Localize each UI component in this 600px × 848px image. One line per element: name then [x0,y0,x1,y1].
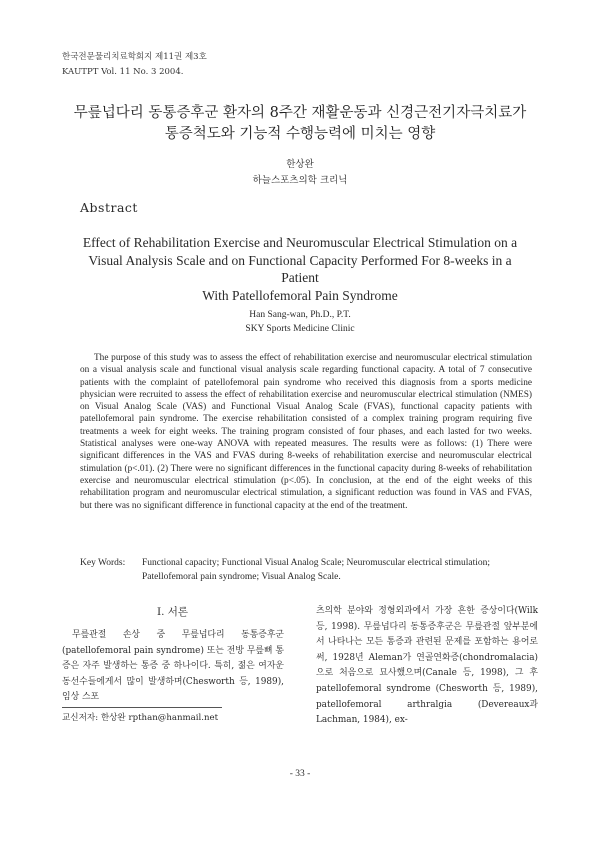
body-column-left: 무릎관절 손상 중 무릎넙다리 동통증후군(patellofemoral pain syndrome) 또는 전방 무릎뼈 통증은 자주 발생하는 통증 중 하나이다. 특히, 젊은 여자운동선수들에게서 많이 발생하며(Chesworth 등, 1989), 임상 스포 [62,630,284,703]
keywords [80,556,540,582]
keywords-list: Functional capacity; Functional Visual Analog Scale; Neuromuscular electrical stimulation; Patellofemoral pain syndrome; Visual Analog Scale. [142,558,491,582]
body-column-right: 츠의학 분야와 정형외과에서 가장 흔한 증상이다(Wilk 등, 1998). 무릎넙다리 동통증후군은 무릎관절 앞부분에서 나타나는 모든 통증과 관련된 문제를 포함하는 용어로써, 1928년 Aleman가 연골연화증(chondromalacia)으로 처음으로 묘사했으며(Canale 등, 1998), 그 후 patellofemoral syndrome (Chesworth 등, 1989), patellofemoral arthralgia (Devereaux과 Lachman, 1984), ex- [316,606,538,726]
abstract-text: The purpose of this study was to assess the effect of rehabilitation exercise and neuromuscular electrical stimulation on a visual analysis scale and functional visual analysis scale regarding functional capacity. A total of 7 consecutive patients with the complaint of patellofemoral pain syndrome who received this diagnosis from a sports medicine physician were recruited to assess the effect of rehabilitation exercise and neuromuscular electrical stimulation (NMES) on Visual Analog Scale (VAS) and Functional Visual Analog Scale (FVAS), functional capacity patients with patellofemoral pain syndrome. The exercise rehabilitation consisted of a complex training program requiring five treatments a week for eight weeks. The training program consisted of four phases, and each lasted for two weeks. Statistical analyses were one-way ANOVA with repeated measures. The results were as follows: (1) There were significant differences in the VAS and FVAS during 8-weeks of rehabilitation exercise and neuromuscular electrical stimulation (p<.01). (2) There were no significant differences in the functional capacity during 8-weeks of rehabilitation exercise and neuromuscular electrical stimulation (p<.05). In conclusion, at the end of the eight weeks of this rehabilitation program and neuromuscular electrical stimulation, a significant reduction was found in VAS and FVAS, but there was no significant difference in functional capacity at the end of the treatment. [80,353,532,511]
english-title [40,234,560,304]
journal-name-korean: 한국전문물리치료학회지 제11권 제3호 [62,52,207,62]
journal-volume-info: KAUTPT Vol. 11 No. 3 2004. [62,67,184,77]
keywords-label: Key Words: [80,558,126,568]
korean-title-line-1: 무릎넙다리 동통증후군 환자의 8주간 재활운동과 신경근전기자극치료가 [73,105,527,121]
page-number: - 33 - [289,769,311,779]
english-author-affiliation: SKY Sports Medicine Clinic [245,324,355,334]
korean-title-line-2: 통증척도와 기능적 수행능력에 미치는 영향 [164,126,436,142]
abstract-heading: Abstract [80,200,138,215]
english-author-name: Han Sang-wan, Ph.D., P.T. [249,310,351,320]
journal-header [62,50,207,80]
english-title-line-2: Visual Analysis Scale and on Functional Capacity Performed For 8-weeks in a [88,252,512,268]
footnote-divider [62,707,222,708]
corresponding-author-footnote: 교신저자: 한상완 rpthan@hanmail.net [62,713,219,723]
english-author-block [0,308,600,336]
korean-author-block [0,157,600,189]
korean-author-name: 한상완 [286,159,314,170]
korean-author-affiliation: 하늘스포츠의학 크리닉 [252,175,348,186]
english-title-line-1: Effect of Rehabilitation Exercise and Neuromuscular Electrical Stimulation on a [82,235,518,250]
section-introduction-heading: Ⅰ. 서론 [156,606,189,618]
english-title-line-4: With Patellofemoral Pain Syndrome [202,287,398,303]
korean-title [40,103,560,145]
english-title-line-3: Patient [281,270,319,285]
